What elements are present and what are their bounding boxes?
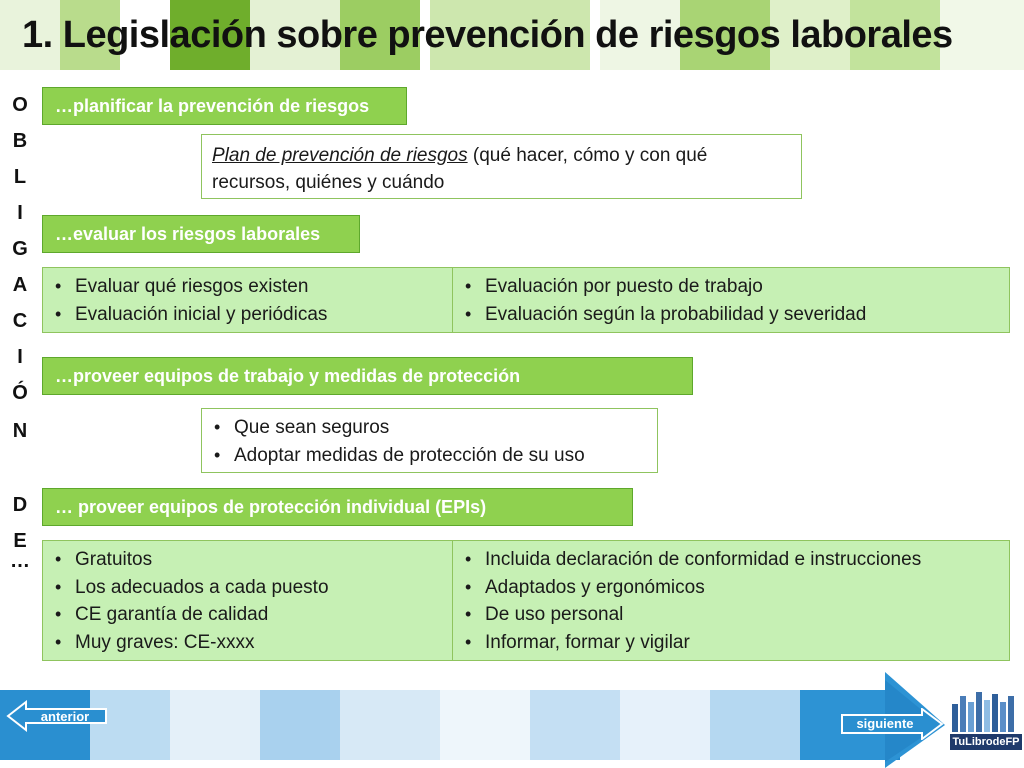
list-item: • Gratuitos bbox=[43, 546, 329, 574]
list-item: • Informar, formar y vigilar bbox=[453, 629, 921, 657]
next-button[interactable] bbox=[840, 708, 944, 740]
list-item: • De uso personal bbox=[453, 601, 921, 629]
epis-box bbox=[42, 540, 1010, 661]
vertical-ellipsis: … bbox=[10, 550, 30, 572]
list-item: • Los adecuados a cada puesto bbox=[43, 574, 329, 602]
vertical-letter: L bbox=[13, 166, 27, 188]
list-item: • Evaluación inicial y periódicas bbox=[43, 301, 327, 329]
equipos-list bbox=[202, 414, 585, 469]
plan-text-2: recursos, quiénes y cuándo bbox=[212, 172, 445, 193]
equipos-box bbox=[201, 408, 658, 473]
list-item: • Incluida declaración de conformidad e instrucciones bbox=[453, 546, 921, 574]
list-item: • Que sean seguros bbox=[202, 414, 585, 442]
epis-right-list bbox=[453, 546, 921, 656]
evaluar-box bbox=[42, 267, 1010, 333]
list-item: • Evaluación por puesto de trabajo bbox=[453, 273, 866, 301]
evaluar-right-list bbox=[453, 273, 866, 328]
logo-text: TuLibrodeFP bbox=[950, 734, 1022, 750]
page-title: 1. Legislación sobre prevención de riesgos laborales bbox=[22, 14, 953, 56]
vertical-letter: I bbox=[17, 346, 23, 368]
vertical-letter: G bbox=[12, 238, 28, 260]
vertical-letter: A bbox=[12, 274, 28, 296]
vertical-letter: D bbox=[12, 494, 28, 516]
list-item: • CE garantía de calidad bbox=[43, 601, 329, 629]
section-header-epis: … proveer equipos de protección individual (EPIs) bbox=[42, 488, 633, 526]
evaluar-left-list bbox=[43, 273, 327, 328]
title-banner bbox=[0, 0, 1024, 70]
list-item: • Adoptar medidas de protección de su uso bbox=[202, 442, 585, 470]
plan-text-1: (qué hacer, cómo y con qué bbox=[467, 145, 708, 166]
previous-label: anterior bbox=[40, 709, 90, 724]
section-header-evaluar: …evaluar los riesgos laborales bbox=[42, 215, 360, 253]
next-label: siguiente bbox=[856, 716, 914, 731]
previous-button[interactable] bbox=[6, 700, 110, 732]
plan-box bbox=[201, 134, 802, 199]
list-item: • Evaluación según la probabilidad y severidad bbox=[453, 301, 866, 329]
vertical-letter: B bbox=[12, 130, 28, 152]
plan-emphasis: Plan de prevención de riesgos bbox=[212, 145, 468, 166]
epis-left-list bbox=[43, 546, 329, 656]
vertical-letter: N bbox=[12, 420, 28, 442]
list-item: • Muy graves: CE-xxxx bbox=[43, 629, 329, 657]
footer-nav-bar bbox=[0, 672, 1024, 768]
vertical-letter: Ó bbox=[12, 382, 28, 404]
vertical-letter: C bbox=[12, 310, 28, 332]
logo bbox=[948, 690, 1024, 762]
section-header-equipos: …proveer equipos de trabajo y medidas de protección bbox=[42, 357, 693, 395]
section-header-planificar: …planificar la prevención de riesgos bbox=[42, 87, 407, 125]
list-item: • Adaptados y ergonómicos bbox=[453, 574, 921, 602]
vertical-letter: E bbox=[13, 530, 27, 552]
vertical-letter: O bbox=[12, 94, 28, 116]
list-item: • Evaluar qué riesgos existen bbox=[43, 273, 327, 301]
vertical-letter: I bbox=[17, 202, 23, 224]
